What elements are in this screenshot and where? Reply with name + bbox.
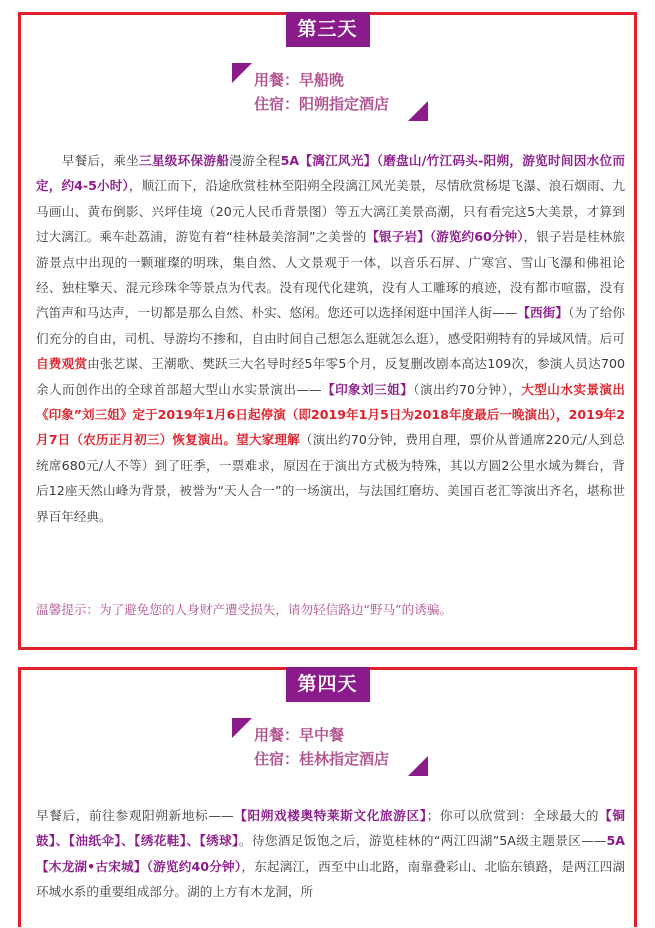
corner-triangle-icon [232,63,252,83]
day3-title: 第三天 [285,12,369,47]
day4-title: 第四天 [285,667,369,702]
day3-meals: 用餐：早船晚 [254,71,345,89]
day3-hotel: 住宿：阳朔指定酒店 [254,95,390,113]
corner-triangle-icon [408,756,428,776]
day4-meals: 用餐：早中餐 [254,726,345,744]
day3-warm-tip: 温馨提示：为了避免您的人身财产遭受损失，请勿轻信路边“野马”的诱骗。 [36,602,453,617]
day3-section [18,12,637,650]
day3-itinerary: 早餐后，乘坐三星级环保游船漫游全程5A【漓江风光】（磨盘山/竹江码头-阳朔，游览时间因水位而定，约4-5小时），顺江而下，沿途欣赏桂林至阳朔全段漓江风光美景，尽情欣赏杨堤飞瀑、浪石烟雨、九马画山、黄布倒影、兴坪佳境（20元人民币背景图）等五大漓江美景高潮，只有看完这5大美景，才算到过大漓江。乘车赴荔浦，游览有着“桂林最美溶洞”之美誉的【银子岩】（游览约60分钟），银子岩是桂林旅游景点中出现的一颗璀璨的明珠，集自然、人文景观于一体，以音乐石屏、广寒宫、雪山飞瀑和佛祖论经、独柱擎天、混元珍珠伞等景点为代表。没有现代化建筑，没有人工雕琢的痕迹，没有都市喧嚣，没有汽笛声和马达声，一切都是那么自然、朴实、悠闲。您还可以选择闲逛中国洋人街——【西街】（为了给你们充分的自由，司机、导游均不掺和，自由时间自己想怎么逛就怎么逛），感受阳朔特有的异域风情。后可自费观赏由张艺谋、王潮歌、樊跃三大名导时经5年零5个月，反复删改剧本高达109次，参演人员达700余人而创作出的全球首部超大型山水实景演出——【印象刘三姐】（演出约70分钟），大型山水实景演出《印象”刘三姐》定于2019年1月6日起停演（即2019年1月5日为2018年度最后一晚演出），2019年2月7日（农历正月初三）恢复演出。望大家理解（演出约70分钟，费用自理，票价从普通席220元/人到总统席680元/人不等）到了旺季，一票难求，原因在于演出方式极为特殊，其以方圆2公里水域为舞台，背后12座天然山峰为背景，被誉为“天人合一”的一场演出，与法国红磨坊、美国百老汇等演出齐名，堪称世界百年经典。 [36,153,626,524]
corner-triangle-icon [408,101,428,121]
day4-hotel: 住宿：桂林指定酒店 [254,750,390,768]
day4-itinerary: 早餐后，前往参观阳朔新地标——【阳朔戏楼奥特莱斯文化旅游区】；你可以欣赏到：全球最大的【铜鼓】、【油纸伞】、【绣花鞋】、【绣球】。待您酒足饭饱之后，游览桂林的“两江四湖”5A级主题景区——5A【木龙湖•古宋城】（游览约40分钟），东起漓江，西至中山北路，南靠叠彩山、北临东镇路，是两江四湖环城水系的重要组成部分。湖的上方有木龙洞，所 [36,808,625,900]
corner-triangle-icon [232,718,252,738]
day4-section [18,667,637,927]
